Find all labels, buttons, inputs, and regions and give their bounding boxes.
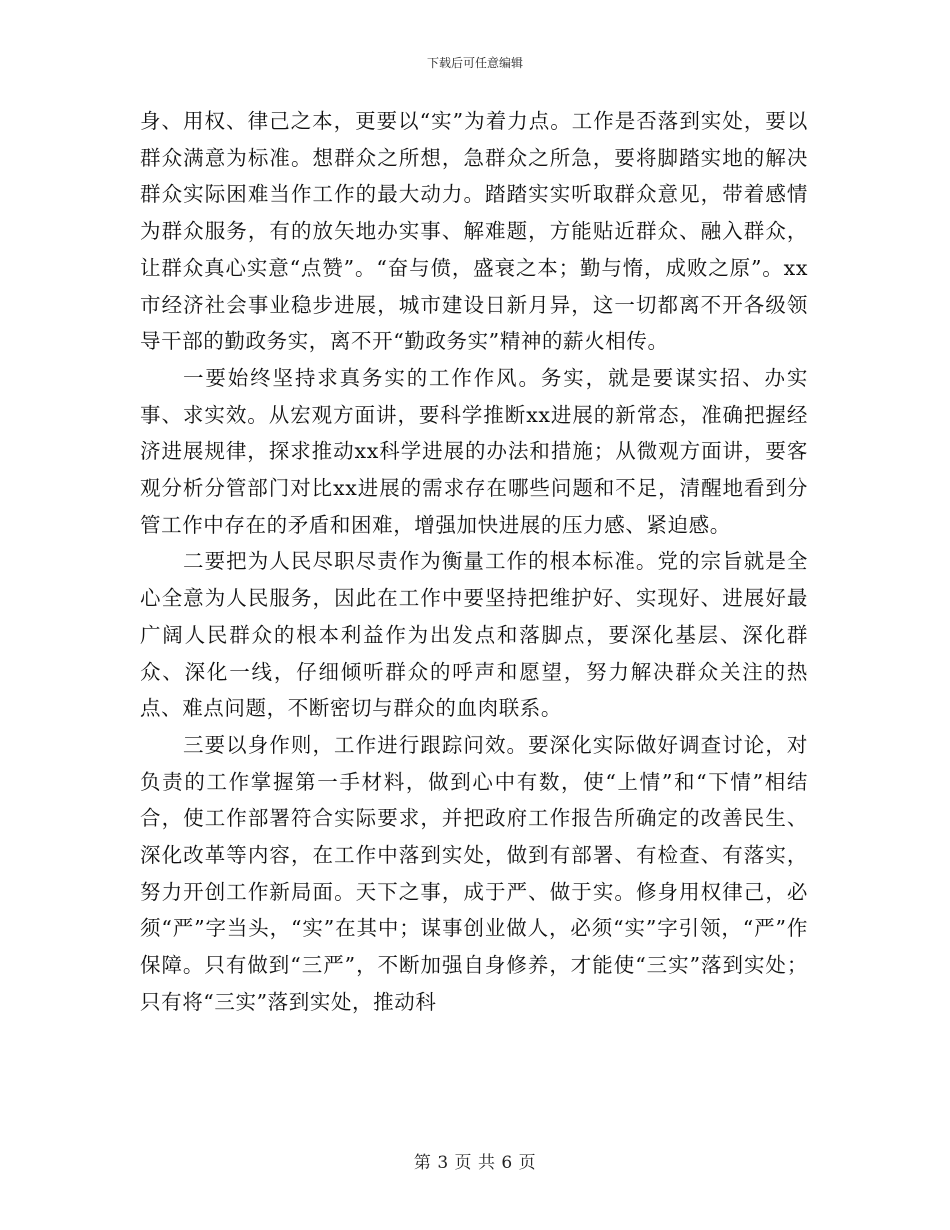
paragraph-point-two: 二要把为人民尽职尽责作为衡量工作的根本标准。党的宗旨就是全心全意为人民服务，因此在工作中要坚持把维护好、实现好、进展好最广阔人民群众的根本利益作为出发点和落脚点，要深化基层、深化群众、深化一线，仔细倾听群众的呼声和愿望，努力解决群众关注的热点、难点问题，不断密切与群众的血肉联系。 bbox=[140, 549, 808, 721]
document-body bbox=[140, 103, 808, 1021]
page-number-footer: 第 3 页 共 6 页 bbox=[413, 1153, 537, 1173]
paragraph-continuation: 身、用权、律己之本，更要以“实”为着力点。工作是否落到实处，要以群众满意为标准。想群众之所想，急群众之所急，要将脚踏实地的解决群众实际困难当作工作的最大动力。踏踏实实听取群众意见，带着感情为群众服务，有的放矢地办实事、解难题，方能贴近群众、融入群众，让群众真心实意“点赞”。“奋与偾，盛衰之本；勤与惰，成败之原”。xx市经济社会事业稳步进展，城市建设日新月异，这一切都离不开各级领导干部的勤政务实，离不开“勤政务实”精神的薪火相传。 bbox=[140, 109, 808, 354]
paragraph-point-three: 三要以身作则，工作进行跟踪问效。要深化实际做好调查讨论，对负责的工作掌握第一手材料，做到心中有数，使“上情”和“下情”相结合，使工作部署符合实际要求，并把政府工作报告所确定的改善民生、深化改革等内容，在工作中落到实处，做到有部署、有检查、有落实，努力开创工作新局面。天下之事，成于严、做于实。修身用权律己，必须“严”字当头，“实”在其中；谋事创业做人，必须“实”字引领，“严”作保障。只有做到“三严”，不断加强自身修养，才能使“三实”落到实处；只有将“三实”落到实处，推动科 bbox=[140, 732, 808, 1014]
page-header: 下载后可任意编辑 bbox=[426, 56, 523, 70]
paragraph-point-one: 一要始终坚持求真务实的工作作风。务实，就是要谋实招、办实事、求实效。从宏观方面讲，要科学推断xx进展的新常态，准确把握经济进展规律，探求推动xx科学进展的办法和措施；从微观方面讲，要客观分析分管部门对比xx进展的需求存在哪些问题和不足，清醒地看到分管工作中存在的矛盾和困难，增强加快进展的压力感、紧迫感。 bbox=[140, 365, 808, 537]
